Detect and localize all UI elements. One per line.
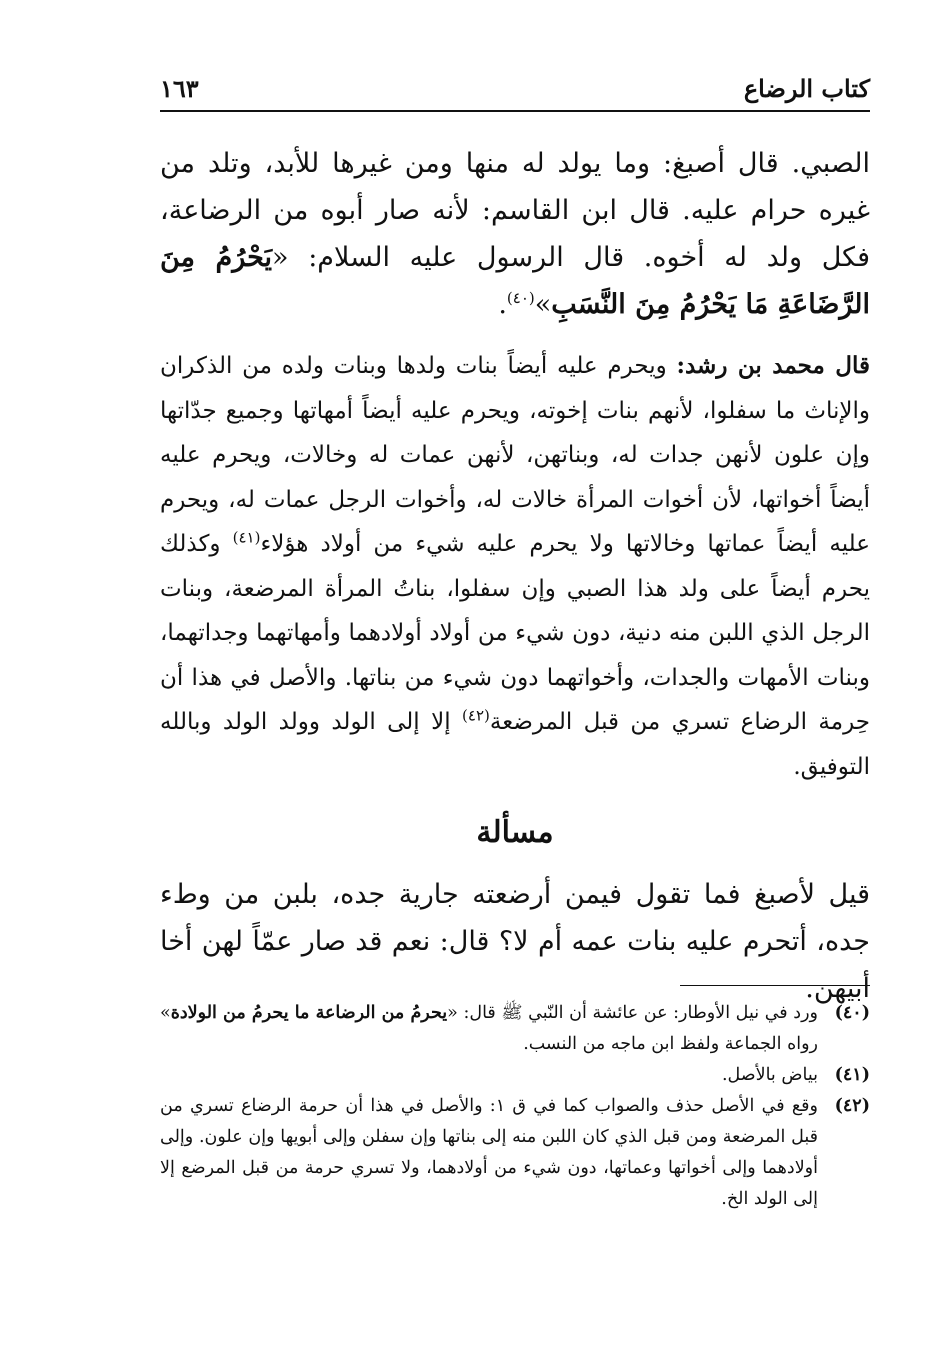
section-heading: مسألة xyxy=(476,815,554,850)
footnote-text: بياض بالأصل. xyxy=(721,1065,818,1085)
paragraph-2-text-c: إلا إلى الولد وولد الولد وبالله التوفيق. xyxy=(160,709,870,780)
footnote-ref-40: (٤٠) xyxy=(506,289,535,307)
footnote-ref-41: (٤١) xyxy=(232,528,261,547)
footnote-41 xyxy=(160,1060,870,1091)
paragraph-1-text: الصبي. قال أصبغ: وما يولد له منها ومن غيرها للأبد، وتلد من غيره حرام عليه. قال ابن القاسم: لأنه صار أبوه من الرضاعة، فكل ولد له أخوه. قال الرسول عليه السلام: « xyxy=(160,148,870,273)
main-text xyxy=(160,140,870,1012)
paragraph-2 xyxy=(160,344,870,789)
paragraph-3: قيل لأصبغ فما تقول فيمن أرضعته جارية جده، بلبن من وطء جده، أتحرم عليه بنات عمه أم لا؟ قال: نعم قد صار عمّاً لهن أخا أبيهن. xyxy=(160,879,870,1004)
paragraph-2-text-a: ويحرم عليه أيضاً بنات ولدها وبنات ولده من الذكران والإناث ما سفلوا، لأنهم بنات إخوته، ويحرم عليه أيضاً أمهاتها وجميع جدّاتها وإن علون لأنهن جدات له، وبناتهن، لأنهن عمات له وخالات، ويحرم عليه أيضاً أخواتها، لأن أخوات المرأة خالات له، وأخوات الرجل عمات له، ويحرم عليه أيضاً عماتها وخالاتها ولا يحرم عليه شيء من أولاد هؤلاء xyxy=(160,353,870,557)
hadith-quote: يَحْرُمُ مِنَ الرَّضَاعَةِ مَا يَحْرُمُ مِنَ النَّسَبِ xyxy=(160,242,870,320)
paragraph-1 xyxy=(160,140,870,328)
footnote-number: (٤١) xyxy=(834,1065,870,1085)
footnote-number: (٤٢) xyxy=(834,1096,870,1116)
footnotes xyxy=(160,998,870,1215)
paragraph-1-end: . xyxy=(498,289,507,320)
footnote-text-end: » رواه الجماعة ولفظ ابن ماجه من النسب. xyxy=(160,1003,818,1054)
running-title: كتاب الرضاع xyxy=(743,74,870,103)
footnote-number: (٤٠) xyxy=(834,1003,870,1023)
footnote-ref-42: (٤٢) xyxy=(462,706,490,725)
footnote-text: وقع في الأصل حذف والصواب كما في ق ١: والأصل في هذا أن حرمة الرضاع تسري من قبل المرضعة ومن قبل الذي كان اللبن منه إلى بناتها وإن سفلن وإلى أبويها وإن علون. وإلى أولادهما وإلى أخواتها وعماتها، دون شيء من أولادهما، ولا تسري حرمة من قبل المرضع إلا إلى الولد الخ. xyxy=(160,1096,818,1209)
speaker-label: قال محمد بن رشد: xyxy=(676,352,870,379)
page-number: ١٦٣ xyxy=(160,74,199,103)
footnote-text: ورد في نيل الأوطار: عن عائشة أن النّبي ﷺ قال: « xyxy=(447,1003,818,1023)
footnote-42 xyxy=(160,1091,870,1215)
footnote-hadith: يحرمُ من الرضاعة ما يحرمُ من الولادة xyxy=(170,1003,448,1023)
paragraph-2-text-b: وكذلك يحرم أيضاً على ولد هذا الصبي وإن سفلوا، بناتُ المرأة المرضعة، وبنات الرجل الذي اللبن منه دنية، دون شيء من أولاد أولادهما وأمهاتهما وجداتهما، وبنات الأمهات والجدات، وأخواتهما دون شيء من بناتها. والأصل في هذا أن حِرمة الرضاع تسري من قبل المرضعة xyxy=(160,531,870,735)
footnote-40 xyxy=(160,998,870,1060)
page-header xyxy=(160,70,870,112)
footnote-divider xyxy=(680,985,870,986)
quote-close: » xyxy=(534,289,552,320)
